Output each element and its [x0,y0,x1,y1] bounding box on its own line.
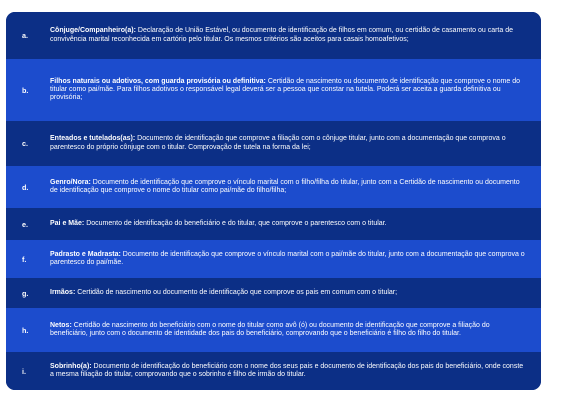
item-description: Documento de identificação do beneficiário e do titular, que comprove o parentesco com o titular. [84,219,387,227]
item-letter: f. [22,254,27,264]
item-text [50,289,527,297]
item-text [50,27,527,43]
item-description: Documento de identificação que comprove a filiação com o cônjuge titular, junto com a documentação que comprova o parentesco do próprio cônjuge com o titular. Comprovação de tutela na forma da lei; [50,135,506,151]
item-term: Filhos naturais ou adotivos, com guarda provisória ou definitiva: [50,77,266,85]
item-letter: g. [22,288,29,298]
list-item-e [6,208,541,240]
item-term: Enteados e tutelados(as): [50,135,136,143]
item-text [50,135,527,151]
item-description: Certidão de nascimento ou documento de identificação que comprove o nome do titular como pai/mãe. Para filhos adotivos o responsável legal deverá ser a pessoa que constar na tutela. Poderá ser aceita a guarda definitiva ou provisória; [50,77,520,102]
item-term: Pai e Mãe: [50,219,85,227]
list-item-b [6,59,541,121]
item-letter: b. [22,85,29,95]
item-term: Sobrinho(a): [50,362,92,370]
item-text [50,363,527,379]
item-description: Documento de identificação que comprove o vínculo marital com o filho/filha do titular, junto com a Certidão de nascimento ou documento de identificação que comprove o nome do titular como pai/mãe do filho/filha; [50,178,520,194]
item-text [50,322,527,338]
item-description: Documento de identificação do beneficiário com o nome dos seus pais e documento de identificação dos pais do beneficiário, onde conste a mesma filiação do titular, comprovando que o sobrinho é filho de irmão do titular. [50,362,524,378]
item-text [50,78,527,102]
item-letter: c. [22,139,28,148]
item-letter: h. [22,325,29,335]
list-item-c [6,121,541,166]
item-term: Genro/Nora: [50,178,91,186]
item-description: Certidão de nascimento ou documento de identificação que comprove os pais em comum com o titular; [75,288,398,296]
item-term: Netos: [50,321,72,329]
item-description: Documento de identificação que comprove o vínculo marital com o pai/mãe do titular, junto com a documentação que comprova o parentesco do pai/mãe. [50,250,525,266]
item-letter: d. [22,182,29,192]
document-requirements-card [6,12,541,390]
item-text [50,220,527,228]
item-description: Declaração de União Estável, ou documento de identificação de filhos em comum, ou certidão de casamento ou carta de convivência marital reconhecida em cartório pelo titular. Os mesmos critérios são aceitos para casais homoafetivos; [50,27,514,43]
item-term: Irmãos: [50,288,76,296]
item-description: Certidão de nascimento do beneficiário com o nome do titular como avô (ó) ou documento de identificação que comprove a filiação do beneficiário, junto com o documento de identidade dos pais do beneficiário, comprovando que o beneficiário é filho do filho do titular. [50,321,490,337]
list-item-a [6,12,541,59]
item-text [50,251,527,267]
item-term: Padrasto e Madrasta: [50,250,121,258]
list-item-h [6,308,541,352]
item-letter: e. [22,219,28,229]
list-item-g [6,278,541,308]
item-letter: a. [22,31,28,40]
item-text [50,179,527,195]
list-item-f [6,240,541,278]
item-term: Cônjuge/Companheiro(a): [50,27,136,35]
item-letter: i. [22,366,26,376]
list-item-i [6,352,541,390]
list-item-d [6,166,541,208]
